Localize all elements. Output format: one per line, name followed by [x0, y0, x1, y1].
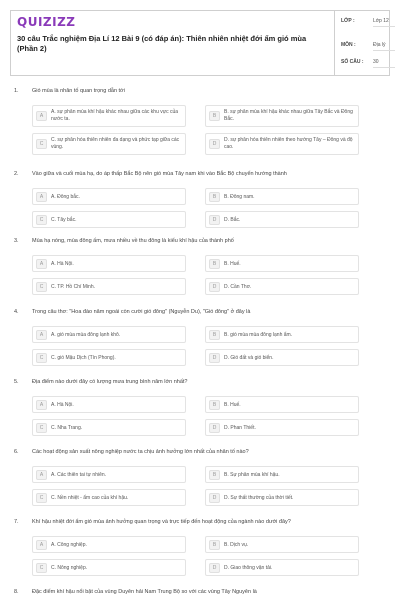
option-letter-badge: D	[209, 139, 220, 149]
option-text: A. sự phân mùa khí hậu khác nhau giữa các khu vực của nước ta.	[51, 109, 179, 122]
answer-option-c[interactable]	[32, 349, 186, 366]
option-text: C. Nông nghiệp.	[51, 565, 88, 571]
question-text: Đặc điểm khí hậu nổi bật của vùng Duyên hải Nam Trung Bộ so với các vùng Tây Nguyên là	[32, 589, 257, 595]
option-text: B. Huế.	[224, 402, 241, 408]
option-letter-badge: C	[36, 423, 47, 433]
option-letter-badge: C	[36, 493, 47, 503]
header-divider	[334, 11, 335, 75]
answer-option-d[interactable]	[205, 489, 359, 506]
answer-option-d[interactable]	[205, 419, 359, 436]
option-letter-badge: C	[36, 282, 47, 292]
option-letter-badge: B	[209, 330, 220, 340]
answer-option-c[interactable]	[32, 559, 186, 576]
option-text: C. Nha Trang.	[51, 425, 83, 431]
option-letter-badge: C	[36, 563, 47, 573]
option-text: A. Công nghiệp.	[51, 542, 87, 548]
answer-option-d[interactable]	[205, 211, 359, 228]
question-text: Gió mùa là nhân tố quan trọng dẫn tới	[32, 88, 125, 94]
question-text: Vào giữa và cuối mùa hạ, do áp thấp Bắc Bộ nên gió mùa Tây nam khi vào Bắc Bộ chuyển hướng thành	[32, 171, 287, 177]
option-text: B. Sự phân mùa khí hậu.	[224, 472, 280, 478]
worksheet-header	[10, 10, 390, 76]
option-text: D. Sự thất thường của thời tiết.	[224, 495, 294, 501]
worksheet-title: 30 câu Trắc nghiệm Địa Lí 12 Bài 9 (có đáp án): Thiên nhiên nhiệt đới ẩm gió mùa (Phần 2)	[17, 34, 307, 53]
question-number: 4.	[14, 309, 19, 315]
answer-option-d[interactable]	[205, 133, 359, 155]
option-text: A. Đông bắc.	[51, 194, 80, 200]
answer-option-a[interactable]	[32, 188, 186, 205]
option-letter-badge: A	[36, 259, 47, 269]
subject-label: MÔN :	[341, 42, 356, 48]
option-letter-badge: C	[36, 139, 47, 149]
answer-option-c[interactable]	[32, 211, 186, 228]
question-text: Địa điểm nào dưới đây có lượng mưa trung bình năm lớn nhất?	[32, 379, 188, 385]
option-letter-badge: A	[36, 400, 47, 410]
option-letter-badge: D	[209, 282, 220, 292]
question-number: 5.	[14, 379, 19, 385]
question-number: 2.	[14, 171, 19, 177]
question-text: Khí hậu nhiệt đới ẩm gió mùa ảnh hưởng quan trọng và trực tiếp đến hoạt động của ngành nào dưới đây?	[32, 519, 291, 525]
option-letter-badge: A	[36, 111, 47, 121]
question-text: Các hoạt động sản xuất nông nghiệp nước ta chịu ảnh hưởng lớn nhất của nhân tố nào?	[32, 449, 249, 455]
answer-option-a[interactable]	[32, 326, 186, 343]
answer-option-a[interactable]	[32, 536, 186, 553]
question-number: 8.	[14, 589, 19, 595]
option-text: C. TP. Hồ Chí Minh.	[51, 284, 95, 290]
answer-option-b[interactable]	[205, 396, 359, 413]
option-letter-badge: A	[36, 470, 47, 480]
option-text: A. Các thiên tai tự nhiên.	[51, 472, 107, 478]
option-letter-badge: B	[209, 470, 220, 480]
option-text: B. sự phân mùa khí hậu khác nhau giữa Tây Bắc và Đông Bắc.	[224, 109, 353, 122]
answer-option-b[interactable]	[205, 326, 359, 343]
option-text: D. Cần Thơ.	[224, 284, 252, 290]
answer-option-c[interactable]	[32, 419, 186, 436]
option-letter-badge: C	[36, 215, 47, 225]
option-text: D. Gió đất và gió biển.	[224, 355, 274, 361]
quizizz-logo: QUIZIZZ	[17, 15, 76, 29]
answer-option-d[interactable]	[205, 559, 359, 576]
answer-option-a[interactable]	[32, 396, 186, 413]
option-text: C. Nền nhiệt - ẩm cao của khí hậu.	[51, 495, 129, 501]
option-letter-badge: B	[209, 400, 220, 410]
answer-option-d[interactable]	[205, 278, 359, 295]
answer-option-b[interactable]	[205, 105, 359, 127]
count-value: 30	[373, 59, 395, 68]
class-label: LỚP :	[341, 18, 355, 24]
answer-option-a[interactable]	[32, 466, 186, 483]
option-text: A. gió mùa mùa đông lạnh khô.	[51, 332, 121, 338]
option-text: B. Đông nam.	[224, 194, 255, 200]
option-letter-badge: C	[36, 353, 47, 363]
answer-option-a[interactable]	[32, 255, 186, 272]
option-letter-badge: D	[209, 423, 220, 433]
question-number: 1.	[14, 88, 19, 94]
option-text: B. gió mùa mùa đông lạnh ẩm.	[224, 332, 293, 338]
option-letter-badge: D	[209, 215, 220, 225]
option-text: C. Tây bắc.	[51, 217, 77, 223]
option-letter-badge: D	[209, 493, 220, 503]
answer-option-c[interactable]	[32, 133, 186, 155]
option-text: B. Huế.	[224, 261, 241, 267]
option-letter-badge: A	[36, 540, 47, 550]
class-value: Lớp 12	[373, 18, 395, 27]
answer-option-c[interactable]	[32, 489, 186, 506]
option-letter-badge: B	[209, 540, 220, 550]
option-text: A. Hà Nội.	[51, 261, 74, 267]
question-text: Trong câu thơ: "Hoa đào năm ngoái còn cười gió đông" (Nguyễn Du), "Gió đông" ở đây là	[32, 309, 251, 315]
count-label: SỐ CÂU :	[341, 59, 364, 65]
answer-option-b[interactable]	[205, 255, 359, 272]
option-text: D. Phan Thiết.	[224, 425, 256, 431]
question-text: Mùa hạ nóng, mùa đông ấm, mưa nhiều về thu đông là kiểu khí hậu của thành phố	[32, 238, 234, 244]
answer-option-d[interactable]	[205, 349, 359, 366]
answer-option-c[interactable]	[32, 278, 186, 295]
option-text: C. gió Mậu Dịch (Tín Phong).	[51, 355, 116, 361]
option-letter-badge: D	[209, 563, 220, 573]
subject-value: Địa lý	[373, 42, 395, 51]
option-text: A. Hà Nội.	[51, 402, 74, 408]
option-letter-badge: A	[36, 192, 47, 202]
option-letter-badge: B	[209, 192, 220, 202]
answer-option-a[interactable]	[32, 105, 186, 127]
option-text: B. Dịch vụ.	[224, 542, 249, 548]
option-letter-badge: A	[36, 330, 47, 340]
question-number: 6.	[14, 449, 19, 455]
option-text: C. sự phân hóa thiên nhiên đa dạng và phức tạp giữa các vùng.	[51, 137, 180, 150]
option-text: D. sự phân hóa thiên nhiên theo hướng Tây – Đông và độ cao.	[224, 137, 353, 150]
option-letter-badge: B	[209, 111, 220, 121]
option-text: D. Giao thông vận tải.	[224, 565, 273, 571]
answer-option-b[interactable]	[205, 536, 359, 553]
question-number: 7.	[14, 519, 19, 525]
option-text: D. Bắc.	[224, 217, 241, 223]
option-letter-badge: D	[209, 353, 220, 363]
option-letter-badge: B	[209, 259, 220, 269]
answer-option-b[interactable]	[205, 466, 359, 483]
question-number: 3.	[14, 238, 19, 244]
answer-option-b[interactable]	[205, 188, 359, 205]
